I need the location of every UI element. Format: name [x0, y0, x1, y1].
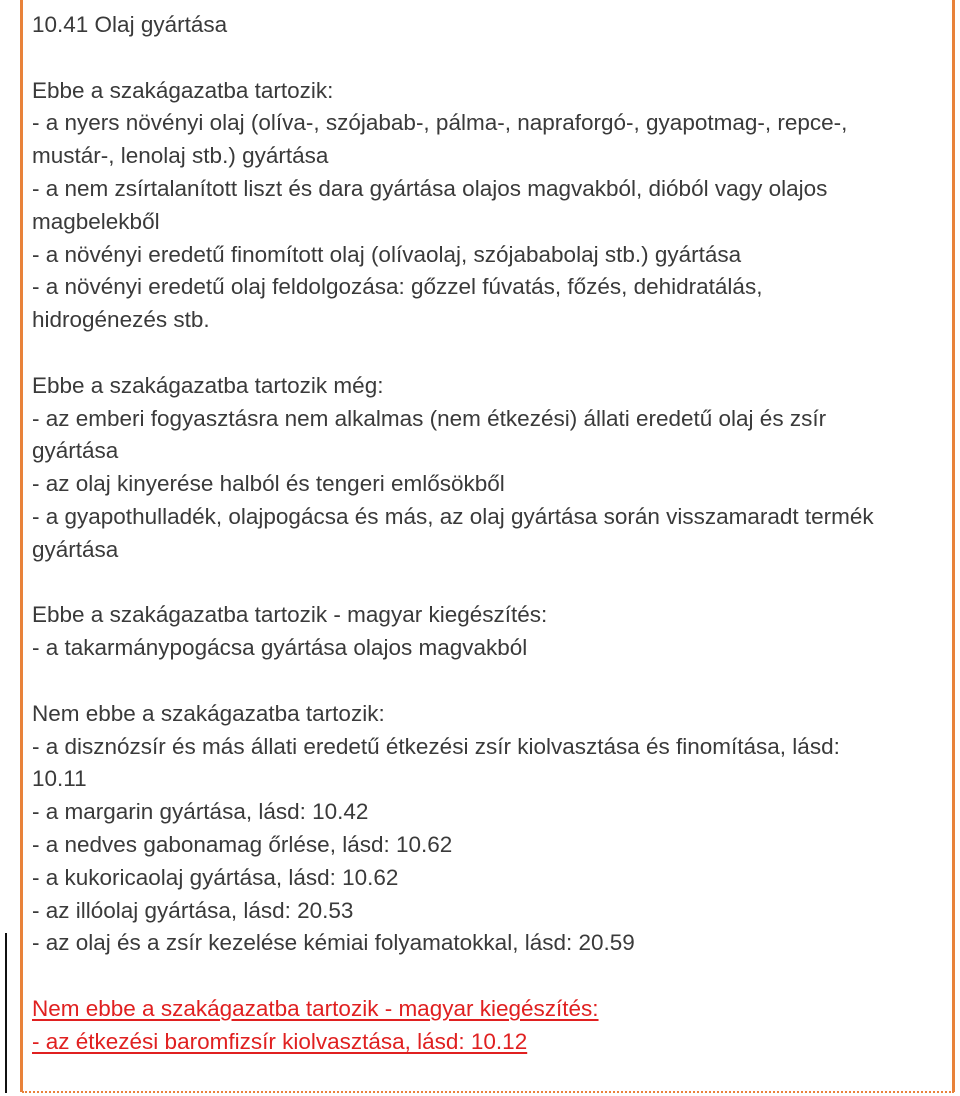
also-includes-line: gyártása [32, 438, 119, 464]
includes-line: hidrogénezés stb. [32, 307, 210, 333]
includes-line: - a növényi eredetű olaj feldolgozása: gőzzel fúvatás, főzés, dehidratálás, [32, 274, 763, 300]
includes-line: - a nyers növényi olaj (olíva-, szójabab-, pálma-, napraforgó-, gyapotmag-, repce-, [32, 110, 848, 136]
also-includes-line: - az emberi fogyasztásra nem alkalmas (nem étkezési) állati eredetű olaj és zsír [32, 405, 827, 431]
blank-line [32, 665, 947, 698]
hu-excludes-line: - az étkezési baromfizsír kiolvasztása, lásd: 10.12 [32, 1028, 528, 1054]
excludes-line: - az olaj és a zsír kezelése kémiai folyamatokkal, lásd: 20.59 [32, 930, 635, 956]
also-includes-title: Ebbe a szakágazatba tartozik még: [32, 372, 384, 398]
excludes-line: - a margarin gyártása, lásd: 10.42 [32, 799, 369, 825]
document-body [32, 9, 947, 1059]
includes-line: magbelekből [32, 208, 160, 234]
page-frame-right-border [952, 0, 955, 1092]
margin-change-bar [5, 933, 7, 1093]
excludes-line: - a kukoricaolaj gyártása, lásd: 10.62 [32, 864, 399, 890]
hu-includes-title: Ebbe a szakágazatba tartozik - magyar kiegészítés: [32, 602, 548, 628]
page-frame-bottom-border [22, 1091, 954, 1093]
blank-line [32, 337, 947, 370]
also-includes-line: - az olaj kinyerése halból és tengeri emlősökből [32, 471, 505, 497]
includes-line: mustár-, lenolaj stb.) gyártása [32, 143, 329, 169]
excludes-section [32, 698, 947, 960]
also-includes-line: - a gyapothulladék, olajpogácsa és más, az olaj gyártása során visszamaradt termék [32, 503, 874, 529]
section-heading: 10.41 Olaj gyártása [32, 12, 228, 37]
excludes-line: - az illóolaj gyártása, lásd: 20.53 [32, 897, 354, 923]
excludes-line: 10.11 [32, 766, 87, 792]
excludes-line: - a disznózsír és más állati eredetű étkezési zsír kiolvasztása és finomítása, lásd: [32, 733, 840, 759]
hu-includes-line: - a takarmánypogácsa gyártása olajos magvakból [32, 635, 528, 661]
hu-excludes-title: Nem ebbe a szakágazatba tartozik - magyar kiegészítés: [32, 995, 599, 1021]
includes-section [32, 75, 947, 337]
includes-line: - a nem zsírtalanított liszt és dara gyártása olajos magvakból, dióból vagy olajos [32, 175, 828, 201]
blank-line [32, 42, 947, 75]
also-includes-section [32, 370, 947, 567]
includes-title: Ebbe a szakágazatba tartozik: [32, 77, 334, 103]
excludes-title: Nem ebbe a szakágazatba tartozik: [32, 700, 385, 726]
excludes-line: - a nedves gabonamag őrlése, lásd: 10.62 [32, 831, 453, 857]
page-frame-left-border [20, 0, 23, 1092]
hu-includes-section [32, 599, 947, 665]
includes-line: - a növényi eredetű finomított olaj (olívaolaj, szójababolaj stb.) gyártása [32, 241, 742, 267]
blank-line [32, 567, 947, 600]
hu-excludes-section [32, 993, 947, 1059]
blank-line [32, 960, 947, 993]
also-includes-line: gyártása [32, 536, 119, 562]
